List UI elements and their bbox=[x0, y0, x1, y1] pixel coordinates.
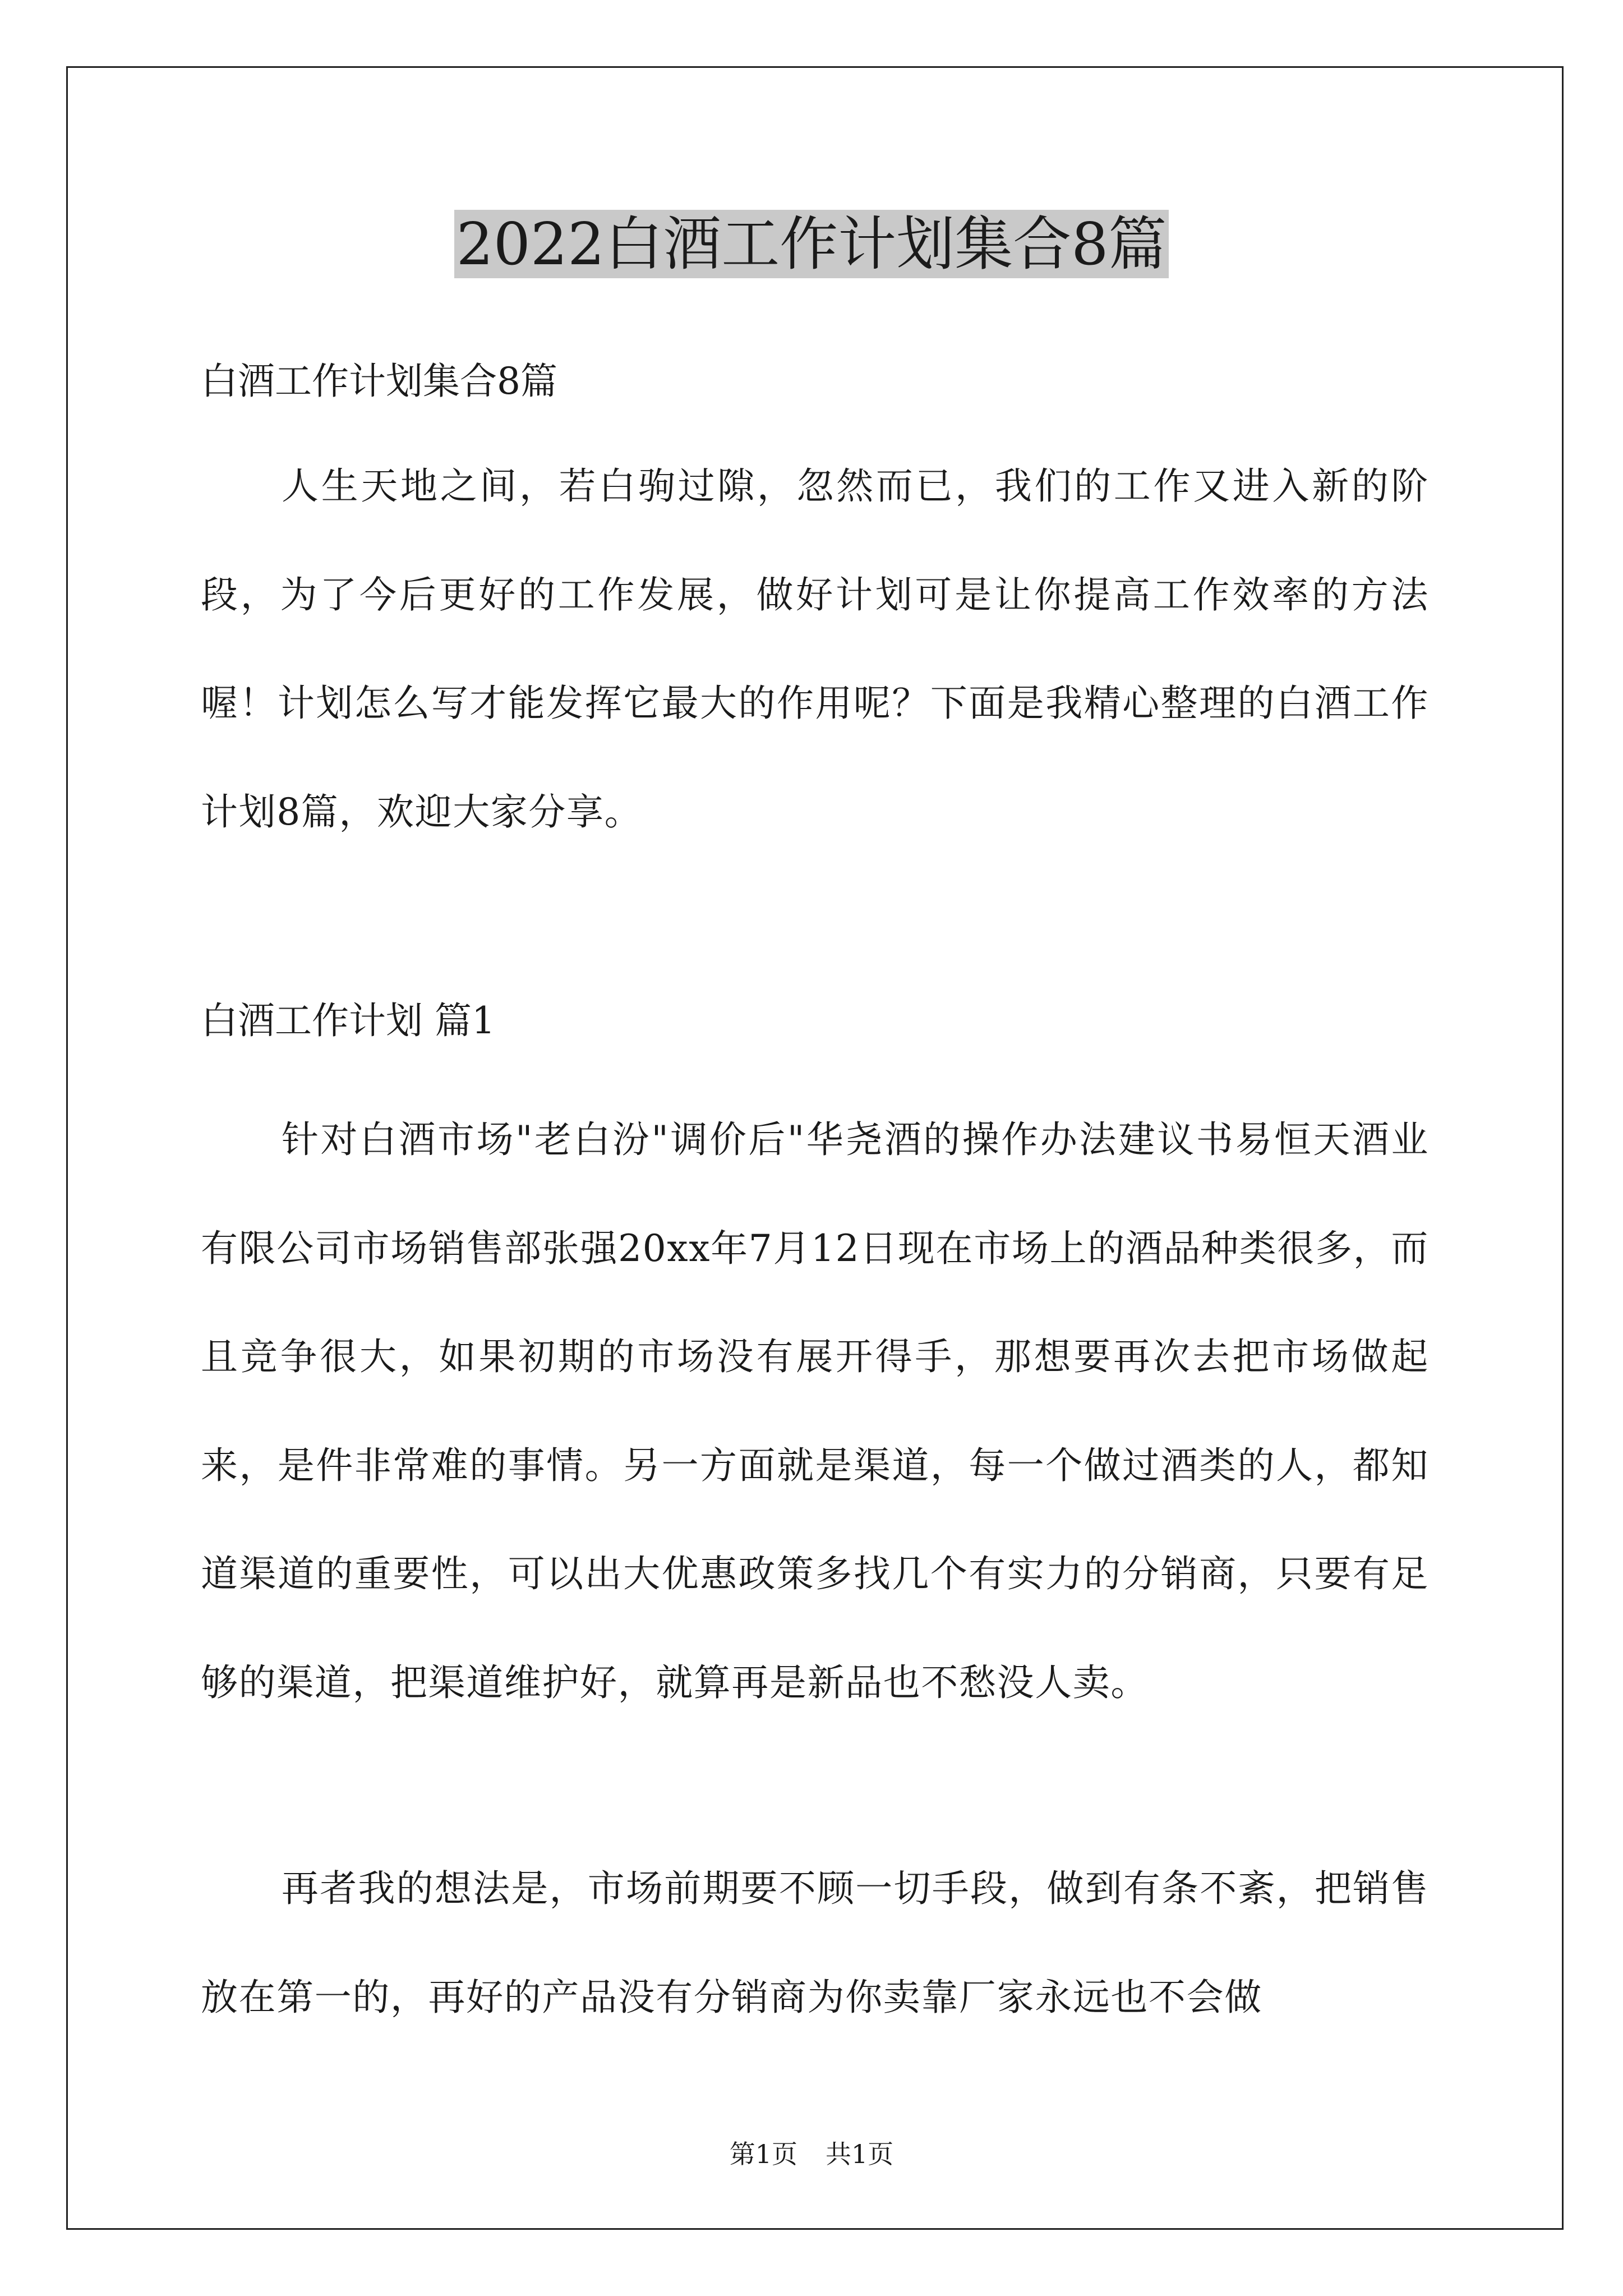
page-footer bbox=[0, 2137, 1623, 2171]
document-title-text: 2022白酒工作计划集合8篇 bbox=[454, 210, 1169, 278]
body-paragraph: 再者我的想法是，市场前期要不顾一切手段，做到有条不紊，把销售放在第一的，再好的产品没有分销商为你卖靠厂家永远也不会做 bbox=[201, 1867, 1429, 2019]
body-paragraph: 针对白酒市场"老白汾"调价后"华尧酒的操作办法建议书易恒天酒业有限公司市场销售部张强20xx年7月12日现在市场上的酒品种类很多，而且竞争很大，如果初期的市场没有展开得手，那想要再次去把市场做起来，是件非常难的事情。另一方面就是渠道，每一个做过酒类的人，都知道渠道的重要性，可以出大优惠政策多找几个有实力的分销商，只要有足够的渠道，把渠道维护好，就算再是新品也不愁没人卖。 bbox=[201, 1118, 1429, 1704]
intro-paragraph: 人生天地之间，若白驹过隙，忽然而已，我们的工作又进入新的阶段，为了今后更好的工作发展，做好计划可是让你提高工作效率的方法喔！计划怎么写才能发挥它最大的作用呢？下面是我精心整理的白酒工作计划8篇，欢迎大家分享。 bbox=[201, 464, 1429, 834]
document-subtitle: 白酒工作计划集合8篇 bbox=[201, 360, 557, 403]
section-heading: 白酒工作计划 篇1 bbox=[201, 999, 495, 1042]
page-number: 第1页 bbox=[729, 2139, 797, 2169]
document-title bbox=[0, 205, 1623, 283]
page-total: 共1页 bbox=[826, 2139, 894, 2169]
